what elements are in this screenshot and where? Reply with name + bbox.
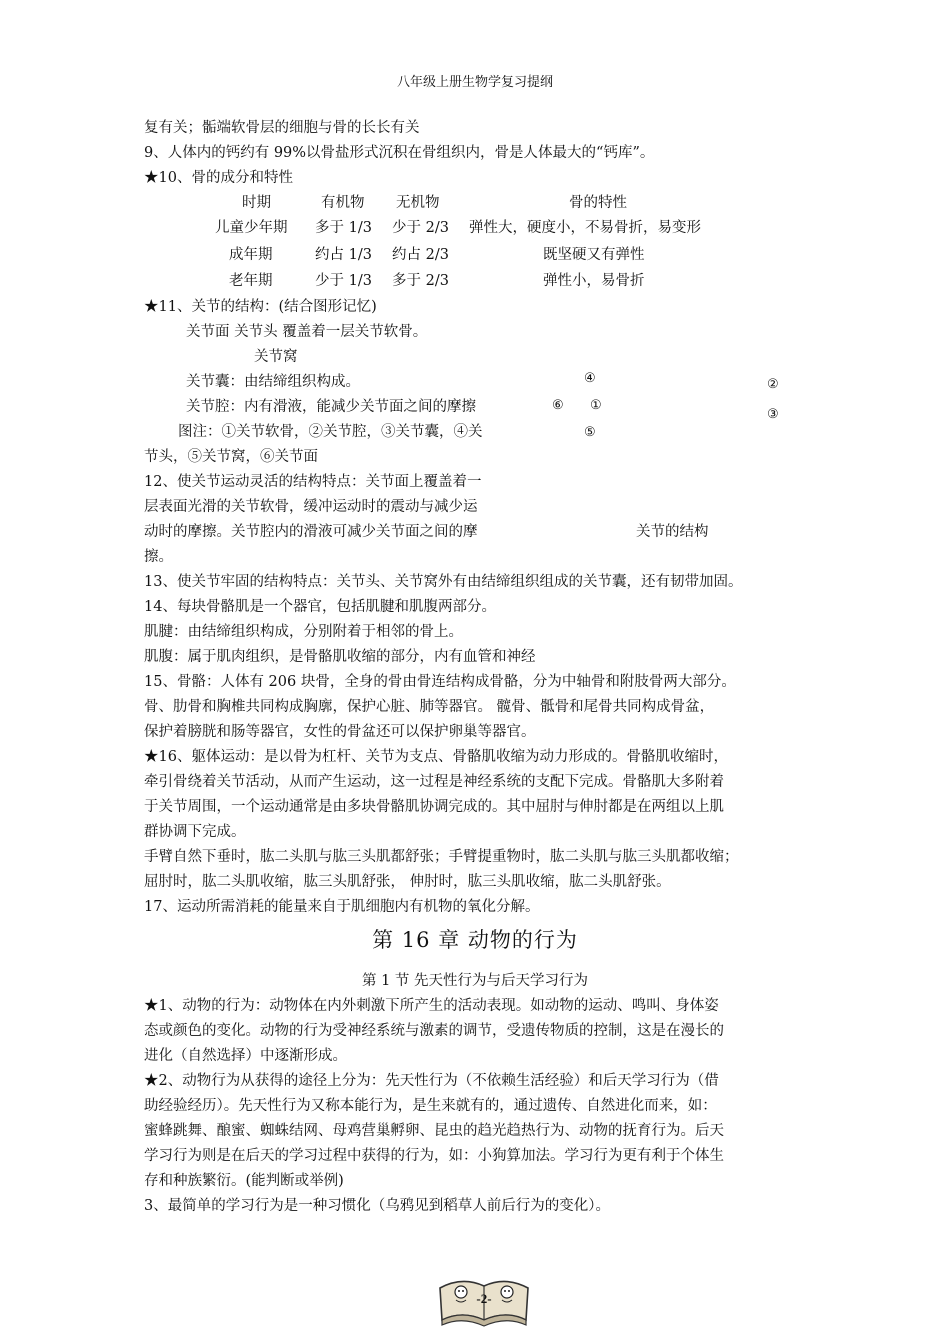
table-cell: 约占 2/3	[392, 247, 449, 263]
text-line: 关节窝	[254, 349, 298, 365]
text-line: 图注：①关节软骨，②关节腔，③关节囊，④关	[178, 424, 483, 440]
text-line: 蜜蜂跳舞、酿蜜、蜘蛛结网、母鸡营巢孵卵、昆虫的趋光趋热行为、动物的抚育行为。后天	[144, 1123, 724, 1139]
figure-marker: ③	[767, 407, 779, 422]
text-line: 擦。	[144, 549, 173, 565]
table-header-inorganic: 无机物	[396, 195, 440, 211]
figure-marker: ④	[584, 371, 596, 386]
text-line: 助经验经历）。先天性行为又称本能行为，是生来就有的，通过遗传、自然进化而来，如：	[144, 1098, 717, 1114]
table-cell: 既坚硬又有弹性	[543, 247, 645, 263]
text-line: 关节囊：由结缔组织构成。	[186, 374, 360, 390]
text-line: 动时的摩擦。关节腔内的滑液可减少关节面之间的摩	[144, 524, 478, 540]
text-line: 14、每块骨骼肌是一个器官，包括肌腱和肌腹两部分。	[144, 599, 496, 615]
text-line: 学习行为则是在后天的学习过程中获得的行为，如：小狗算加法。学习行为更有利于个体生	[144, 1148, 724, 1164]
chapter-title: 第 16 章 动物的行为	[372, 928, 578, 952]
table-cell: 成年期	[229, 247, 273, 263]
text-line: 于关节周围，一个运动通常是由多块骨骼肌协调完成的。其中屈肘与伸肘都是在两组以上肌	[144, 799, 724, 815]
section-heading: ★2、动物行为从获得的途径上分为：先天性行为（不依赖生活经验）和后天学习行为（借	[144, 1073, 719, 1089]
text-line: 肌腹：属于肌肉组织，是骨骼肌收缩的部分，内有血管和神经	[144, 649, 536, 665]
section-heading: ★16、躯体运动：是以骨为杠杆、关节为支点、骨骼肌收缩为动力形成的。骨骼肌收缩时，	[144, 749, 728, 765]
table-header-organic: 有机物	[321, 195, 365, 211]
figure-marker: ②	[767, 377, 779, 392]
section-title: 第 1 节 先天性行为与后天学习行为	[361, 973, 589, 989]
table-cell: 老年期	[229, 273, 273, 289]
page-number: -2-	[476, 1291, 492, 1306]
table-cell: 多于 2/3	[392, 273, 449, 289]
text-line: 15、骨骼：人体有 206 块骨，全身的骨由骨连结构成骨骼，分为中轴骨和附肢骨两大部分。	[144, 674, 736, 690]
text-line: 手臂自然下垂时，肱二头肌与肱三头肌都舒张；手臂提重物时，肱二头肌与肱三头肌都收缩；	[144, 849, 739, 865]
text-line: 3、最简单的学习行为是一种习惯化（乌鸦见到稻草人前后行为的变化）。	[144, 1198, 610, 1214]
table-header-period: 时期	[242, 195, 271, 211]
text-line: 9、人体内的钙约有 99%以骨盐形式沉积在骨组织内，骨是人体最大的“钙库”。	[144, 145, 655, 161]
text-line: 牵引骨绕着关节活动，从而产生运动，这一过程是神经系统的支配下完成。骨骼肌大多附着	[144, 774, 724, 790]
table-cell: 少于 1/3	[315, 273, 372, 289]
text-line: 存和种族繁衍。(能判断或举例)	[144, 1173, 344, 1189]
text-line: 态或颜色的变化。动物的行为受神经系统与激素的调节，受遗传物质的控制，这是在漫长的	[144, 1023, 724, 1039]
table-cell: 少于 2/3	[392, 220, 449, 236]
text-line: 群协调下完成。	[144, 824, 246, 840]
table-cell: 弹性小，易骨折	[543, 273, 645, 289]
text-line: 复有关；骺端软骨层的细胞与骨的长长有关	[144, 120, 420, 136]
text-line: 进化（自然选择）中逐渐形成。	[144, 1048, 347, 1064]
section-heading: ★11、关节的结构：(结合图形记忆)	[144, 299, 377, 315]
section-heading: ★1、动物的行为：动物体在内外刺激下所产生的活动表现。如动物的运动、鸣叫、身体姿	[144, 998, 719, 1014]
figure-marker: ⑥	[552, 398, 564, 413]
figure-marker: ①	[590, 398, 602, 413]
text-line: 17、运动所需消耗的能量来自于肌细胞内有机物的氧化分解。	[144, 899, 540, 915]
figure-marker: ⑤	[584, 425, 596, 440]
figure-caption: 关节的结构	[636, 524, 709, 540]
text-line: 12、使关节运动灵活的结构特点：关节面上覆盖着一	[144, 474, 482, 490]
table-cell: 儿童少年期	[215, 220, 288, 236]
text-line: 屈肘时，肱二头肌收缩，肱三头肌舒张， 伸肘时，肱三头肌收缩，肱二头肌舒张。	[144, 874, 671, 890]
text-line: 关节腔：内有滑液，能减少关节面之间的摩擦	[186, 399, 476, 415]
text-line: 节头，⑤关节窝，⑥关节面	[144, 449, 318, 465]
table-cell: 约占 1/3	[315, 247, 372, 263]
section-heading: ★10、骨的成分和特性	[144, 170, 293, 186]
text-line: 层表面光滑的关节软骨，缓冲运动时的震动与减少运	[144, 499, 478, 515]
text-line: 13、使关节牢固的结构特点：关节头、关节窝外有由结缔组织组成的关节囊，还有韧带加固。	[144, 574, 743, 590]
page-header: 八年级上册生物学复习提纲	[396, 75, 553, 90]
table-header-property: 骨的特性	[569, 195, 627, 211]
table-cell: 弹性大，硬度小，不易骨折，易变形	[469, 220, 701, 236]
text-line: 关节面 关节头 覆盖着一层关节软骨。	[186, 324, 428, 340]
open-book-icon	[434, 1262, 534, 1338]
text-line: 骨、肋骨和胸椎共同构成胸廓，保护心脏、肺等器官。 髋骨、骶骨和尾骨共同构成骨盆，	[144, 699, 715, 715]
text-line: 肌腱：由结缔组织构成，分别附着于相邻的骨上。	[144, 624, 463, 640]
text-line: 保护着膀胱和肠等器官，女性的骨盆还可以保护卵巢等器官。	[144, 724, 536, 740]
table-cell: 多于 1/3	[315, 220, 372, 236]
